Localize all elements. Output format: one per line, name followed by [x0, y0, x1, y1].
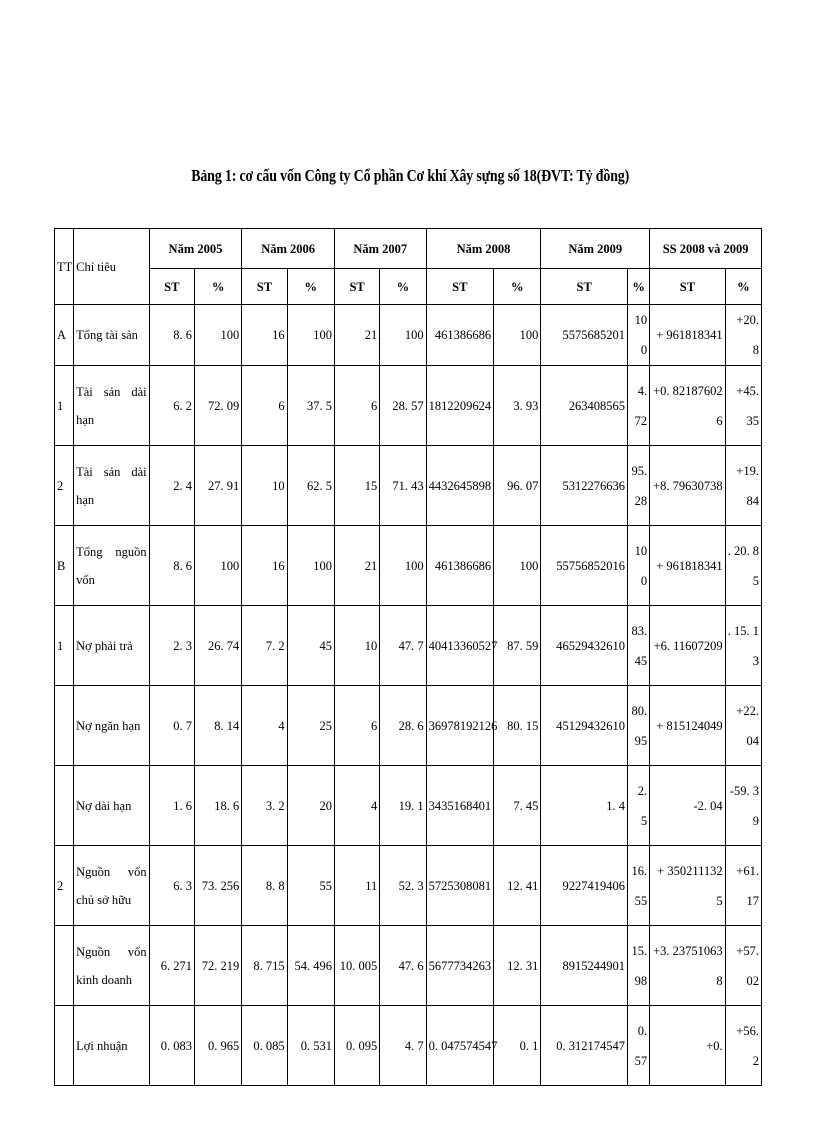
- cell-st: 2. 4: [149, 446, 194, 526]
- cell-st: 0. 047574547: [426, 1006, 493, 1086]
- cell-pct: -59. 39: [725, 766, 761, 846]
- cell-st: 10: [242, 446, 287, 526]
- row-chi-tieu: Nguồn vốn chủ sở hữu: [74, 846, 150, 926]
- row-chi-tieu: Nợ ngăn hạn: [74, 686, 150, 766]
- cell-pct: 27. 91: [194, 446, 241, 526]
- row-chi-tieu: Nợ phải trả: [74, 606, 150, 686]
- cell-pct: 2. 5: [628, 766, 650, 846]
- cell-pct: 62. 5: [287, 446, 334, 526]
- row-tt: 1: [55, 366, 74, 446]
- cell-pct: 19. 1: [380, 766, 426, 846]
- cell-st: 0. 312174547: [541, 1006, 628, 1086]
- row-tt: [55, 766, 74, 846]
- cell-pct: 15. 98: [628, 926, 650, 1006]
- row-chi-tieu: Lợi nhuận: [74, 1006, 150, 1086]
- cell-st: 10. 005: [334, 926, 379, 1006]
- cell-st: 263408565: [541, 366, 628, 446]
- cell-st: 16: [242, 305, 287, 366]
- cell-st: +0. 821876026: [650, 366, 726, 446]
- cell-pct: 100: [494, 305, 541, 366]
- table-row: [55, 846, 762, 926]
- header-st: ST: [650, 269, 726, 305]
- cell-st: 1812209624: [426, 366, 493, 446]
- cell-pct: +56. 2: [725, 1006, 761, 1086]
- cell-pct: 80. 95: [628, 686, 650, 766]
- cell-pct: 0. 57: [628, 1006, 650, 1086]
- cell-st: +0.: [650, 1006, 726, 1086]
- cell-st: 0. 095: [334, 1006, 379, 1086]
- cell-st: 16: [242, 526, 287, 606]
- row-chi-tieu: Tài sản dài hạn: [74, 446, 150, 526]
- cell-st: 0. 083: [149, 1006, 194, 1086]
- cell-pct: 100: [194, 305, 241, 366]
- header-year: Năm 2005: [149, 229, 242, 269]
- header-st: ST: [541, 269, 628, 305]
- cell-pct: 55: [287, 846, 334, 926]
- cell-pct: +45. 35: [725, 366, 761, 446]
- cell-st: 6: [242, 366, 287, 446]
- row-chi-tieu: Tổng tài sản: [74, 305, 150, 366]
- cell-pct: 28. 57: [380, 366, 426, 446]
- cell-st: 4: [334, 766, 379, 846]
- cell-pct: 100: [380, 305, 426, 366]
- cell-pct: 52. 3: [380, 846, 426, 926]
- cell-pct: 47. 6: [380, 926, 426, 1006]
- cell-st: 8. 8: [242, 846, 287, 926]
- row-tt: 1: [55, 606, 74, 686]
- cell-st: 0. 7: [149, 686, 194, 766]
- cell-st: 7. 2: [242, 606, 287, 686]
- cell-pct: +20. 8: [725, 305, 761, 366]
- cell-st: 8. 6: [149, 526, 194, 606]
- header-pct: %: [380, 269, 426, 305]
- header-st: ST: [149, 269, 194, 305]
- row-tt: [55, 1006, 74, 1086]
- cell-st: 1. 6: [149, 766, 194, 846]
- row-chi-tieu: Nợ dài hạn: [74, 766, 150, 846]
- cell-pct: 71. 43: [380, 446, 426, 526]
- cell-pct: 26. 74: [194, 606, 241, 686]
- cell-st: +3. 237510638: [650, 926, 726, 1006]
- row-tt: 2: [55, 846, 74, 926]
- cell-st: 8. 715: [242, 926, 287, 1006]
- header-tt: TT: [55, 229, 74, 305]
- cell-pct: +22. 04: [725, 686, 761, 766]
- cell-pct: 12. 31: [494, 926, 541, 1006]
- cell-st: 5575685201: [541, 305, 628, 366]
- cell-st: + 815124049: [650, 686, 726, 766]
- cell-st: 8915244901: [541, 926, 628, 1006]
- cell-st: 1. 4: [541, 766, 628, 846]
- cell-pct: +19. 84: [725, 446, 761, 526]
- header-year: Năm 2006: [242, 229, 335, 269]
- header-row-years: [55, 229, 762, 269]
- header-pct: %: [628, 269, 650, 305]
- table-row: [55, 305, 762, 366]
- header-pct: %: [194, 269, 241, 305]
- cell-pct: 83. 45: [628, 606, 650, 686]
- cell-pct: 8. 14: [194, 686, 241, 766]
- header-st: ST: [426, 269, 493, 305]
- cell-st: 5725308081: [426, 846, 493, 926]
- header-year: Năm 2009: [541, 229, 650, 269]
- row-chi-tieu: Tài sản dài hạn: [74, 366, 150, 446]
- cell-st: 2. 3: [149, 606, 194, 686]
- cell-st: 45129432610: [541, 686, 628, 766]
- cell-pct: 16. 55: [628, 846, 650, 926]
- cell-pct: 18. 6: [194, 766, 241, 846]
- cell-st: +8. 79630738: [650, 446, 726, 526]
- cell-pct: 100: [287, 526, 334, 606]
- table-row: [55, 606, 762, 686]
- cell-st: -2. 04: [650, 766, 726, 846]
- cell-st: 8. 6: [149, 305, 194, 366]
- cell-st: 6: [334, 366, 379, 446]
- header-row-units: [55, 269, 762, 305]
- row-tt: B: [55, 526, 74, 606]
- cell-pct: 47. 7: [380, 606, 426, 686]
- capital-structure-table: [54, 228, 762, 1086]
- cell-pct: 4. 72: [628, 366, 650, 446]
- cell-st: 5312276636: [541, 446, 628, 526]
- cell-pct: . 20. 85: [725, 526, 761, 606]
- cell-pct: 4. 7: [380, 1006, 426, 1086]
- cell-pct: +57. 02: [725, 926, 761, 1006]
- cell-pct: 72. 09: [194, 366, 241, 446]
- cell-pct: 100: [380, 526, 426, 606]
- cell-pct: 100: [494, 526, 541, 606]
- cell-pct: 95. 28: [628, 446, 650, 526]
- cell-st: 3435168401: [426, 766, 493, 846]
- cell-st: 11: [334, 846, 379, 926]
- cell-pct: 100: [194, 526, 241, 606]
- cell-st: 461386686: [426, 305, 493, 366]
- cell-pct: 37. 5: [287, 366, 334, 446]
- cell-pct: 12. 41: [494, 846, 541, 926]
- cell-st: 3. 2: [242, 766, 287, 846]
- header-pct: %: [725, 269, 761, 305]
- table-row: [55, 766, 762, 846]
- table-row: [55, 526, 762, 606]
- cell-st: + 3502111325: [650, 846, 726, 926]
- table-body: [55, 305, 762, 1086]
- cell-pct: 0. 1: [494, 1006, 541, 1086]
- header-chi-tieu: Chỉ tiêu: [74, 229, 150, 305]
- cell-st: 4: [242, 686, 287, 766]
- header-pct: %: [494, 269, 541, 305]
- cell-pct: 28. 6: [380, 686, 426, 766]
- table-row: [55, 926, 762, 1006]
- cell-st: 46529432610: [541, 606, 628, 686]
- header-year: SS 2008 và 2009: [650, 229, 762, 269]
- cell-st: + 961818341: [650, 305, 726, 366]
- cell-pct: +61. 17: [725, 846, 761, 926]
- cell-st: 6: [334, 686, 379, 766]
- cell-st: 6. 3: [149, 846, 194, 926]
- cell-st: 36978192126: [426, 686, 493, 766]
- header-pct: %: [287, 269, 334, 305]
- cell-pct: 3. 93: [494, 366, 541, 446]
- cell-pct: 87. 59: [494, 606, 541, 686]
- cell-st: 55756852016: [541, 526, 628, 606]
- cell-pct: 80. 15: [494, 686, 541, 766]
- table-row: [55, 446, 762, 526]
- cell-pct: 20: [287, 766, 334, 846]
- table-row: [55, 366, 762, 446]
- header-st: ST: [242, 269, 287, 305]
- row-chi-tieu: Tổng nguồn vốn: [74, 526, 150, 606]
- cell-pct: 100: [628, 526, 650, 606]
- cell-st: 10: [334, 606, 379, 686]
- table-row: [55, 1006, 762, 1086]
- cell-pct: 0. 965: [194, 1006, 241, 1086]
- header-year: Năm 2007: [334, 229, 426, 269]
- cell-st: 5677734263: [426, 926, 493, 1006]
- header-year: Năm 2008: [426, 229, 541, 269]
- cell-st: 6. 2: [149, 366, 194, 446]
- cell-st: 21: [334, 305, 379, 366]
- row-tt: [55, 686, 74, 766]
- row-chi-tieu: Nguồn vốn kinh doanh: [74, 926, 150, 1006]
- row-tt: [55, 926, 74, 1006]
- cell-st: 6. 271: [149, 926, 194, 1006]
- cell-pct: 0. 531: [287, 1006, 334, 1086]
- cell-pct: . 15. 13: [725, 606, 761, 686]
- cell-st: 15: [334, 446, 379, 526]
- cell-pct: 72. 219: [194, 926, 241, 1006]
- cell-pct: 73. 256: [194, 846, 241, 926]
- cell-st: +6. 11607209: [650, 606, 726, 686]
- cell-pct: 25: [287, 686, 334, 766]
- cell-pct: 100: [628, 305, 650, 366]
- cell-pct: 96. 07: [494, 446, 541, 526]
- cell-st: 0. 085: [242, 1006, 287, 1086]
- cell-pct: 54. 496: [287, 926, 334, 1006]
- header-st: ST: [334, 269, 379, 305]
- cell-st: 40413360527: [426, 606, 493, 686]
- table-row: [55, 686, 762, 766]
- table-title: Bảng 1: cơ cấu vốn Công ty Cổ phần Cơ khí Xây sựng số 18(ĐVT: Tỷ đồng): [191, 166, 630, 185]
- capital-structure-table-container: [54, 228, 764, 1068]
- cell-st: 4432645898: [426, 446, 493, 526]
- cell-st: 21: [334, 526, 379, 606]
- row-tt: A: [55, 305, 74, 366]
- cell-st: + 961818341: [650, 526, 726, 606]
- cell-st: 461386686: [426, 526, 493, 606]
- cell-pct: 7. 45: [494, 766, 541, 846]
- cell-pct: 45: [287, 606, 334, 686]
- row-tt: 2: [55, 446, 74, 526]
- cell-pct: 100: [287, 305, 334, 366]
- cell-st: 9227419406: [541, 846, 628, 926]
